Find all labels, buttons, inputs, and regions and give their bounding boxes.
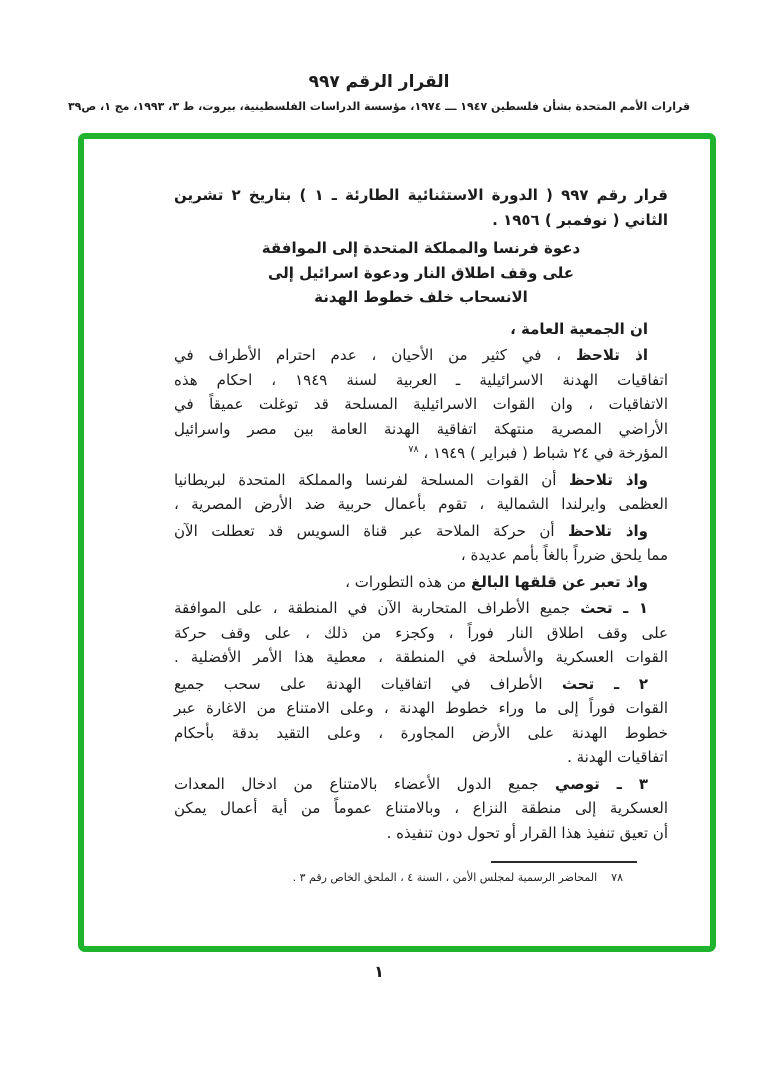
green-scan-frame bbox=[78, 133, 716, 952]
text-line: اتفاقيات الهدنة الاسرائيلية ـ العربية لسنة ١٩٤٩ ، احكام هذه bbox=[174, 370, 668, 389]
operative-item-1 bbox=[174, 596, 668, 670]
footnote-reference: ٧٨ bbox=[408, 444, 419, 455]
text-line: على وقف اطلاق النار ودعوة اسرائيل إلى bbox=[267, 263, 575, 282]
text-line: ان الجمعية العامة ، bbox=[510, 319, 648, 338]
text-line: الثاني ( نوفمبر ) ١٩٥٦ . bbox=[492, 210, 668, 229]
text-line: الاتفاقيات ، وان القوات الاسرائيلية المسلحة قد توغلت عميقاً في bbox=[174, 395, 668, 413]
document-header bbox=[0, 72, 758, 113]
footnote bbox=[293, 871, 623, 884]
paragraph-expressing bbox=[174, 570, 668, 595]
text-line: أن تعيق تنفيذ هذا القرار أو تحول دون تنفيذه . bbox=[386, 823, 668, 842]
text-line: ١ ـ تحث جميع الأطراف المتحاربة الآن في المنطقة ، على الموافقة bbox=[174, 599, 648, 617]
page-title: القرار الرقم ٩٩٧ bbox=[308, 72, 450, 92]
text-line: القوات العسكرية والأسلحة في المنطقة ، معطية هذا الأمر الأفضلية . bbox=[174, 648, 668, 666]
text-line: خطوط الهدنة على الأرض المجاورة ، وعلى التقيد بدقة بأحكام bbox=[174, 723, 668, 742]
paragraph-noting-3 bbox=[174, 519, 668, 568]
text-line: الانسحاب خلف خطوط الهدنة bbox=[314, 288, 528, 306]
operative-item-3 bbox=[174, 772, 668, 846]
text-line: مما يلحق ضرراً بالغاً بأمم عديدة ، bbox=[460, 546, 668, 564]
paragraph-noting-2 bbox=[174, 468, 668, 517]
text-line: ٣ ـ توصي جميع الدول الأعضاء بالامتناع من ادخال المعدات bbox=[174, 774, 649, 793]
opener bbox=[174, 317, 668, 342]
text-line: القوات فوراً إلى ما وراء خطوط الهدنة ، وعلى الامتناع من الاغارة عبر bbox=[174, 699, 668, 717]
text-line: اتفاقيات الهدنة . bbox=[567, 748, 668, 766]
text-line: اذ تلاحظ ، في كثير من الأحيان ، عدم احترام الأطراف في bbox=[174, 346, 648, 364]
text-line: دعوة فرنسا والمملكة المتحدة إلى الموافقة bbox=[261, 239, 581, 257]
paragraph-noting-1 bbox=[174, 343, 668, 466]
citation-line: قرارات الأمم المتحدة بشأن فلسطين ١٩٤٧ ـــ ١٩٧٤، مؤسسة الدراسات الفلسطينية، بيروت، ط ٣، ١٩٩٣، مج ١، ص٣٩ bbox=[67, 100, 691, 113]
footnote-marker: ٧٨ bbox=[611, 871, 623, 884]
text-line: العظمى وايرلندا الشمالية ، تقوم بأعمال حربية ضد الأرض المصرية ، bbox=[174, 495, 668, 513]
document-body bbox=[84, 139, 710, 845]
text-line: المؤرخة في ٢٤ شباط ( فبراير ) ١٩٤٩ ، $^{٧٨}$ bbox=[408, 444, 668, 462]
text-line: واذ تلاحظ أن حركة الملاحة عبر قناة السويس قد تعطلت الآن bbox=[174, 521, 648, 540]
footnote-divider bbox=[491, 861, 637, 863]
text-line: ٢ ـ تحث الأطراف في اتفاقيات الهدنة على سحب جميع bbox=[174, 674, 648, 693]
resolution-heading bbox=[174, 183, 668, 232]
text-line: على وقف اطلاق النار فوراً ، وكجزء من ذلك ، على وقف حركة bbox=[174, 623, 668, 642]
operative-item-2 bbox=[174, 672, 668, 770]
page-number: ١ bbox=[374, 962, 384, 981]
text-line: الأراضي المصرية منتهكة اتفاقية الهدنة العامة بين مصر واسرائيل bbox=[174, 419, 668, 438]
text-line: واذ تعبر عن قلقها البالغ من هذه التطورات ، bbox=[345, 572, 648, 591]
text-line: العسكرية إلى منطقة النزاع ، وبالامتناع عموماً من أية أعمال يمكن bbox=[174, 799, 668, 817]
text-line: واذ تلاحظ أن القوات المسلحة لفرنسا والمملكة المتحدة لبريطانيا bbox=[174, 470, 648, 489]
footnote-text: المحاضر الرسمية لمجلس الأمن ، السنة ٤ ، الملحق الخاص رقم ٣ . bbox=[292, 871, 598, 884]
text-line: قرار رقم ٩٩٧ ( الدورة الاستثنائية الطارئة ـ ١ ) بتاريخ ٢ تشرين bbox=[174, 186, 668, 204]
resolution-subtitle bbox=[174, 236, 668, 310]
